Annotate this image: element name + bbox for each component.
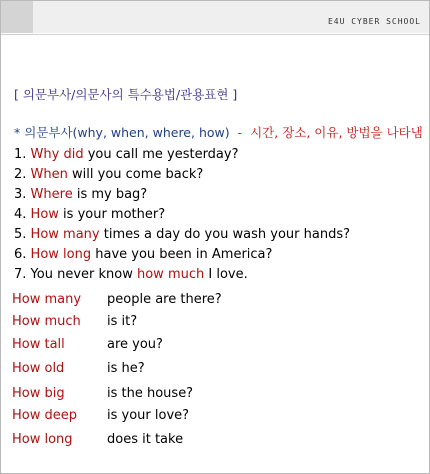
how-question-row bbox=[12, 292, 222, 307]
how-question-rest: is your love? bbox=[107, 408, 190, 423]
sentence-highlight: Why did bbox=[30, 147, 84, 162]
how-question-word: How deep bbox=[12, 408, 77, 423]
sentence-number: 7. bbox=[14, 267, 27, 282]
header-bar bbox=[1, 1, 429, 33]
sentence-number: 5. bbox=[14, 227, 27, 242]
sentence-highlight: How many bbox=[30, 227, 100, 242]
example-sentence bbox=[14, 145, 350, 165]
subtitle-main: 의문부사(why, when, where, how) bbox=[24, 125, 230, 140]
example-sentence bbox=[14, 245, 350, 265]
how-question-rest: is he? bbox=[107, 361, 145, 376]
brand-title: E4U CYBER SCHOOL bbox=[327, 17, 421, 26]
subtitle-dash: - bbox=[237, 125, 243, 140]
section-title: [ 의문부사/의문사의 특수용법/관용표현 ] bbox=[14, 87, 238, 102]
sentence-highlight: How long bbox=[30, 247, 92, 262]
sentence-pre: You never know bbox=[30, 267, 137, 282]
example-sentence bbox=[14, 265, 350, 285]
sentence-number: 6. bbox=[14, 247, 27, 262]
how-question-row bbox=[12, 337, 163, 352]
sentence-post: times a day do you wash your hands? bbox=[99, 227, 350, 242]
how-question-rest: is the house? bbox=[107, 386, 194, 401]
header-logo-block bbox=[1, 1, 33, 33]
sentence-post: is your mother? bbox=[58, 207, 166, 222]
sentence-number: 3. bbox=[14, 187, 27, 202]
how-question-word: How tall bbox=[12, 337, 65, 352]
how-question-word: How long bbox=[12, 432, 73, 447]
how-question-word: How many bbox=[12, 292, 82, 307]
sentence-number: 2. bbox=[14, 167, 27, 182]
example-sentence bbox=[14, 205, 350, 225]
subtitle-bullet: * bbox=[14, 125, 21, 140]
sentence-highlight: When bbox=[30, 167, 68, 182]
how-question-word: How big bbox=[12, 386, 65, 401]
subtitle-desc: 시간, 장소, 이유, 방법을 나타냄 bbox=[250, 125, 423, 140]
example-sentence bbox=[14, 185, 350, 205]
example-sentence bbox=[14, 165, 350, 185]
how-question-row bbox=[12, 432, 183, 447]
how-question-word: How old bbox=[12, 361, 65, 376]
how-question-rest: does it take bbox=[107, 432, 184, 447]
sentence-highlight: how much bbox=[136, 267, 205, 282]
how-question-word: How much bbox=[12, 314, 81, 329]
sentence-number: 1. bbox=[14, 147, 27, 162]
sentence-post: have you been in America? bbox=[91, 247, 273, 262]
sentence-number: 4. bbox=[14, 207, 27, 222]
sentence-post: is my bag? bbox=[72, 187, 148, 202]
sentence-post: I love. bbox=[204, 267, 248, 282]
sentence-post: you call me yesterday? bbox=[83, 147, 239, 162]
how-question-rest: is it? bbox=[107, 314, 138, 329]
sentence-highlight: How bbox=[30, 207, 59, 222]
how-question-row bbox=[12, 386, 193, 401]
how-question-row bbox=[12, 408, 189, 423]
how-question-rest: are you? bbox=[107, 337, 163, 352]
how-question-rest: people are there? bbox=[107, 292, 222, 307]
sentence-highlight: Where bbox=[30, 187, 73, 202]
sentence-post: will you come back? bbox=[67, 167, 204, 182]
how-question-row bbox=[12, 361, 145, 376]
example-sentence-list bbox=[14, 145, 350, 285]
how-question-row bbox=[12, 314, 137, 329]
example-sentence bbox=[14, 225, 350, 245]
subtitle bbox=[14, 123, 423, 141]
header-divider bbox=[1, 34, 429, 35]
